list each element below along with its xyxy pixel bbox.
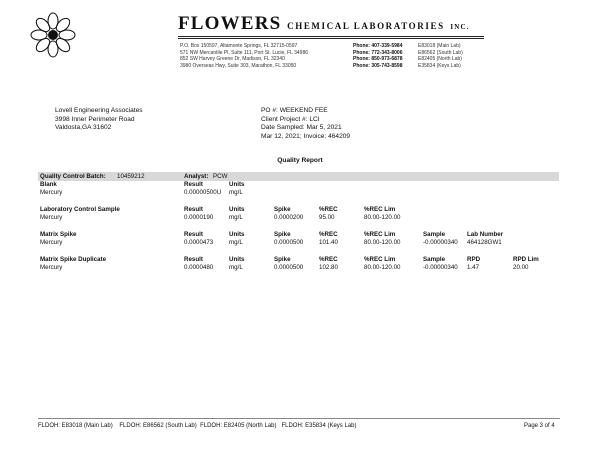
- footer-rule: [38, 418, 560, 419]
- rpd-limit-value: 20.00: [513, 264, 529, 271]
- rec-value: 102.80: [319, 264, 338, 271]
- address-line: 571 NW Mercantile Pl, Suite 111, Port St. Lucie, FL 34986: [180, 49, 309, 56]
- analyst-label: Analyst:: [184, 173, 209, 180]
- spike-value: 0.0000500: [274, 264, 304, 271]
- client-name: Lovell Engineering Associates: [55, 107, 143, 114]
- footer-lab-certifications: FLDOH: E83018 (Main Lab) FLDOH: E86562 (South Lab) FLDOH: E82405 (North Lab) FLDOH: E35834 (Keys Lab): [38, 423, 357, 429]
- phone-number: Phone: 305-743-8598: [353, 62, 403, 69]
- client-street: 3998 Inner Perimeter Road: [55, 115, 135, 123]
- result-value: 0.0000190: [184, 214, 214, 221]
- sample-value: -0.00000340: [423, 264, 458, 271]
- client-city: Valdosta,GA 31602: [55, 124, 112, 131]
- report-title: Quality Report: [277, 157, 323, 164]
- po-number: PO #: WEEKEND FEE: [261, 107, 328, 114]
- column-header: Sample: [423, 256, 446, 263]
- address-line: 852 SW Harvey Greene Dr, Madison, FL 32340: [180, 56, 285, 62]
- result-value: 0.0000473: [184, 239, 214, 246]
- column-header: Lab Number: [467, 231, 504, 238]
- header-rule-top: [178, 36, 484, 37]
- column-header: %REC: [319, 206, 338, 213]
- section-title-blank: Blank: [40, 181, 57, 188]
- company-logo-icon: [30, 12, 76, 58]
- client-project: Client Project #: LCI: [261, 115, 320, 123]
- column-header: %REC Lim: [364, 206, 396, 213]
- column-header: Result: [184, 256, 203, 263]
- column-header: %REC Lim: [364, 256, 396, 263]
- analyte-name: Mercury: [40, 214, 63, 221]
- units-value: mg/L: [229, 264, 243, 271]
- column-header: Units: [229, 256, 245, 263]
- rpd-value: 1.47: [467, 264, 480, 271]
- rec-value: 95.00: [319, 214, 335, 221]
- header-rule-bottom: [178, 38, 484, 39]
- column-header: Units: [229, 231, 245, 238]
- column-header: %REC: [319, 256, 338, 263]
- company-word: FLOWERS: [178, 13, 282, 34]
- column-header: %REC: [319, 231, 338, 238]
- lab-number-value: 464128GW1: [467, 239, 502, 246]
- units-value: mg/L: [229, 239, 243, 246]
- date-sampled: Date Sampled: Mar 5, 2021: [261, 124, 342, 131]
- lab-id: E83018 (Main Lab): [418, 43, 461, 49]
- analyte-name: Mercury: [40, 189, 63, 196]
- address-line: 3980 Overseas Hwy, Suite 303, Marathon, FL 33050: [180, 62, 297, 69]
- address-line: P.O. Box 150597, Altamonte Springs, FL 32715-0597: [180, 43, 298, 49]
- section-title-ms: Matrix Spike: [40, 231, 77, 238]
- phone-number: Phone: 850-973-6878: [353, 56, 403, 62]
- column-header: Spike: [274, 231, 291, 238]
- batch-number: 10459212: [117, 173, 145, 180]
- page-number: Page 3 of 4: [524, 423, 555, 429]
- spike-value: 0.0000500: [274, 239, 304, 246]
- section-title-lcs: Laboratory Control Sample: [40, 206, 120, 213]
- rec-limit-value: 80.00-120.00: [364, 239, 401, 246]
- rec-limit-value: 80.00-120.00: [364, 214, 401, 221]
- company-inc: INC.: [450, 23, 470, 31]
- result-value: 0.00000500U: [184, 189, 222, 196]
- sample-value: -0.00000340: [423, 239, 458, 246]
- lab-id: E86562 (South Lab): [418, 49, 463, 56]
- analyte-name: Mercury: [40, 239, 63, 246]
- units-value: mg/L: [229, 214, 243, 221]
- analyte-name: Mercury: [40, 264, 63, 271]
- column-header: Result: [184, 206, 203, 213]
- column-header: Result: [184, 181, 203, 188]
- column-header: RPD: [467, 256, 481, 263]
- lab-id: E82405 (North Lab): [418, 56, 462, 62]
- phone-number: Phone: 407-339-5984: [353, 43, 403, 49]
- section-title-msd: Matrix Spike Duplicate: [40, 256, 107, 263]
- company-name: [178, 13, 470, 35]
- column-header: Spike: [274, 206, 291, 213]
- units-value: mg/L: [229, 189, 243, 196]
- analyst-name: PCW: [213, 173, 228, 180]
- column-header: Spike: [274, 256, 291, 263]
- rec-limit-value: 80.00-120.00: [364, 264, 401, 271]
- batch-label: Quality Control Batch:: [40, 173, 106, 180]
- invoice-line: Mar 12, 2021; Invoice: 464209: [261, 132, 351, 140]
- spike-value: 0.0000200: [274, 214, 304, 221]
- result-value: 0.0000480: [184, 264, 214, 271]
- phone-line: [353, 62, 461, 70]
- phone-number: Phone: 772-343-8006: [353, 49, 403, 56]
- column-header: Result: [184, 231, 203, 238]
- rec-value: 101.40: [319, 239, 338, 246]
- company-rest: CHEMICAL LABORATORIES: [287, 21, 445, 31]
- column-header: RPD Lim: [513, 256, 539, 263]
- column-header: Sample: [423, 231, 446, 238]
- column-header: Units: [229, 206, 245, 213]
- lab-id: E35834 (Keys Lab): [418, 62, 461, 69]
- column-header: %REC Lim: [364, 231, 396, 238]
- column-header: Units: [229, 181, 245, 188]
